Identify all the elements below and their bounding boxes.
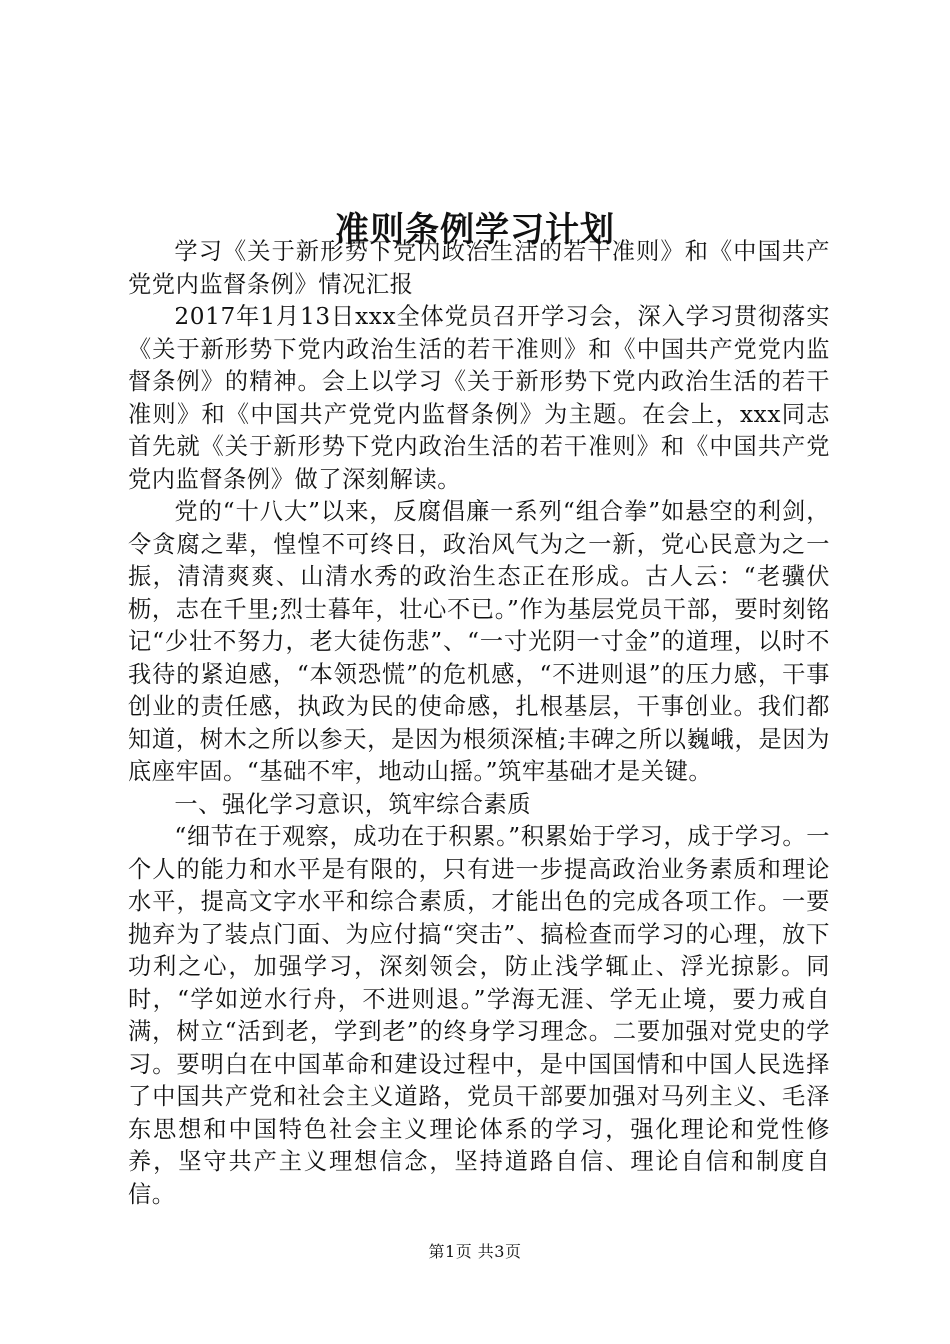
document-body bbox=[128, 236, 830, 1211]
paragraph-report-heading: 学习《关于新形势下党内政治生活的若干准则》和《中国共产党党内监督条例》情况汇报 bbox=[128, 238, 830, 298]
paragraph-anticorruption: 党的“十八大”以来，反腐倡廉一系列“组合拳”如悬空的利剑，令贪腐之辈，惶惶不可终日，政治风气为之一新，党心民意为之一振，清清爽爽、山清水秀的政治生态正在形成。古人云：“老骥伏枥，志在千里;烈士暮年，壮心不已。”作为基层党员干部，要时刻铭记“少壮不努力，老大徒伤悲”、“一寸光阴一寸金”的道理，以时不我待的紧迫感，“本领恐慌”的危机感，“不进则退”的压力感，干事创业的责任感，执政为民的使命感，扎根基层，干事创业。我们都知道，树木之所以参天，是因为根须深植;丰碑之所以巍峨，是因为底座牢固。“基础不牢，地动山摇。”筑牢基础才是关键。 bbox=[128, 498, 830, 785]
paragraph-meeting: 2017年1月13日xxx全体党员召开学习会，深入学习贯彻落实《关于新形势下党内政治生活的若干准则》和《中国共产党党内监督条例》的精神。会上以学习《关于新形势下党内政治生活的若干准则》和《中国共产党党内监督条例》为主题。在会上，xxx同志首先就《关于新形势下党内政治生活的若干准则》和《中国共产党党内监督条例》做了深刻解读。 bbox=[128, 303, 830, 493]
paragraph-study: “细节在于观察，成功在于积累。”积累始于学习，成于学习。一个人的能力和水平是有限的，只有进一步提高政治业务素质和理论水平，提高文字水平和综合素质，才能出色的完成各项工作。一要抛弃为了装点门面、为应付搞“突击”、搞检查而学习的心理，放下功利之心，加强学习，深刻领会，防止浅学辄止、浮光掠影。同时，“学如逆水行舟，不进则退。”学海无涯、学无止境，要力戒自满，树立“活到老，学到老”的终身学习理念。二要加强对党史的学习。要明白在中国革命和建设过程中，是中国国情和中国人民选择了中国共产党和社会主义道路，党员干部要加强对马列主义、毛泽东思想和中国特色社会主义理论体系的学习，强化理论和党性修养，坚守共产主义理想信念，坚持道路自信、理论自信和制度自信。 bbox=[128, 823, 830, 1208]
page-footer: 第1页 共3页 bbox=[428, 1242, 522, 1261]
document-title: 准则条例学习计划 bbox=[335, 209, 615, 250]
section-heading-1: 一、强化学习意识，筑牢综合素质 bbox=[174, 790, 532, 818]
